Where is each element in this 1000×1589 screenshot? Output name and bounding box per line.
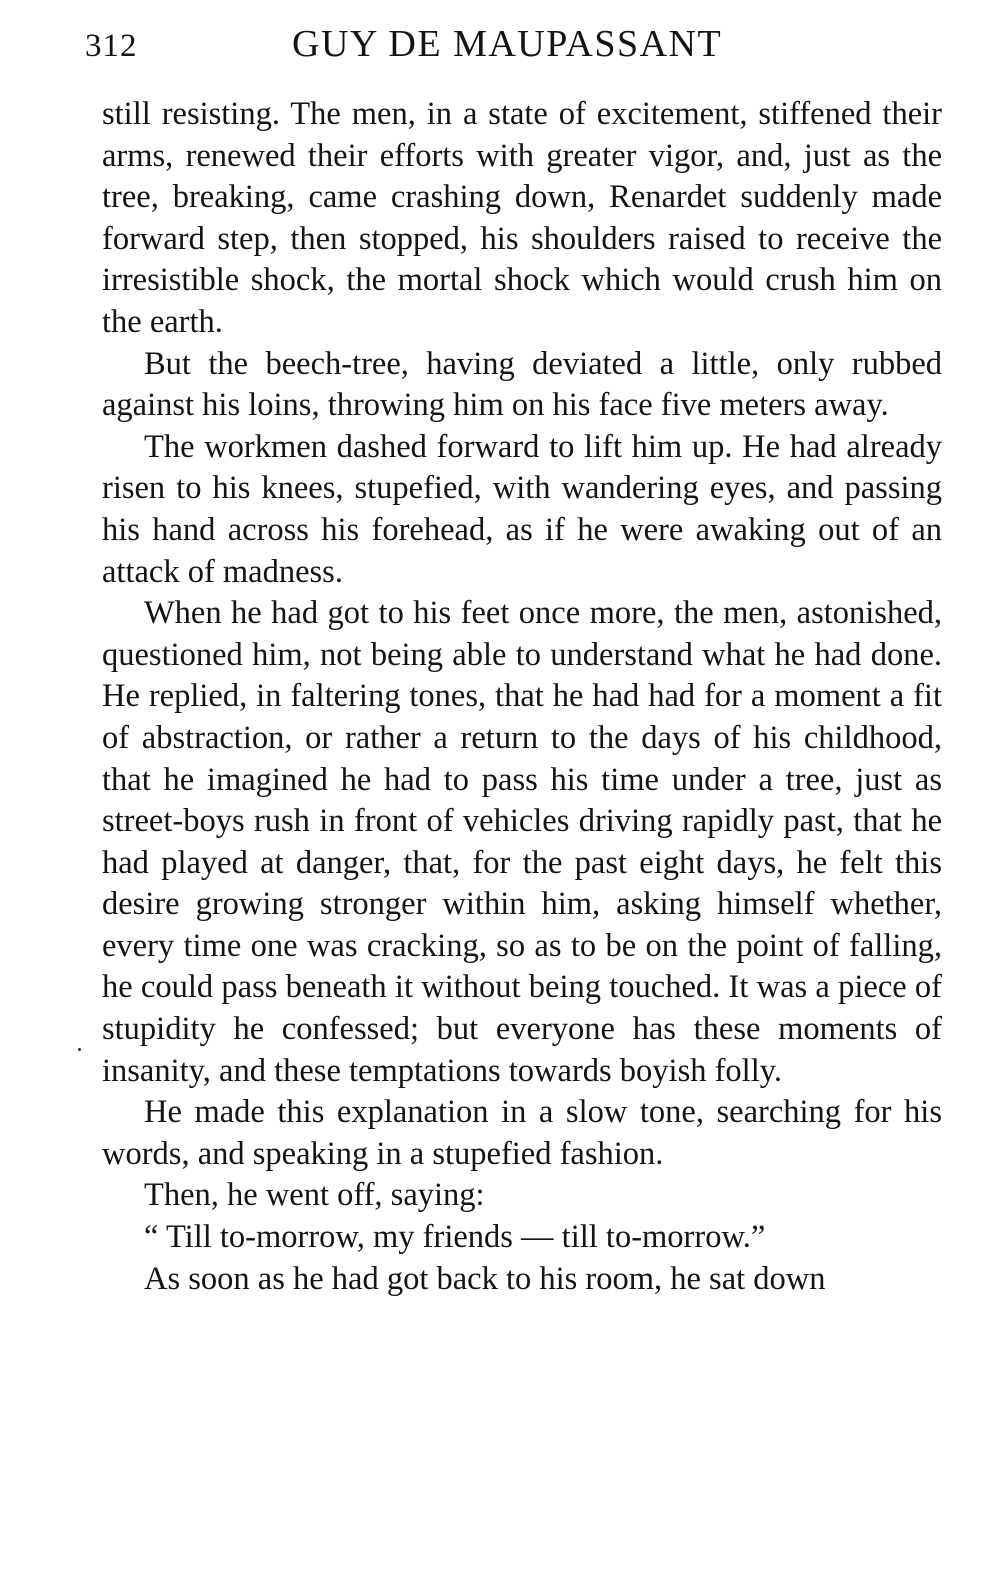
body-text	[102, 94, 942, 1300]
dialogue-line: “ Till to-morrow, my friends — till to-morrow.”	[144, 1219, 766, 1256]
paragraph-continued: still resisting. The men, in a state of excitement, stiffened their arms, renewed their efforts with greater vigor, and, just as the tree, breaking, came crashing down, Renardet suddenly made forward step, then stopped, his shoulders raised to receive the irresistible shock, the mortal shock which would crush him on the earth.	[102, 96, 942, 340]
paragraph: When he had got to his feet once more, the men, astonished, questioned him, not being able to understand what he had done. He replied, in faltering tones, that he had had for a moment a fit of abstraction, or rather a return to the days of his childhood, that he imagined he had to pass his time under a tree, just as street-boys rush in front of vehicles driving rapidly past, that he had played at danger, that, for the past eight days, he felt this desire growing stronger within him, asking himself whether, every time one was cracking, so as to be on the point of falling, he could pass beneath it without being touched. It was a piece of stupidity he confessed; but everyone has these moments of insanity, and these temptations towards boyish folly.	[102, 595, 942, 1089]
running-title: GUY DE MAUPASSANT	[292, 23, 723, 65]
paragraph: But the beech-tree, having deviated a little, only rubbed against his loins, throwing him on his face five meters away.	[102, 345, 942, 424]
paragraph: The workmen dashed forward to lift him up. He had already risen to his knees, stupefied, with wandering eyes, and passing his hand across his forehead, as if he were awaking out of an attack of madness.	[102, 428, 942, 590]
page-number: 312	[85, 28, 138, 64]
paragraph: As soon as he had got back to his room, he sat down	[144, 1260, 826, 1297]
page-header	[80, 22, 950, 72]
margin-speck	[78, 1048, 81, 1051]
paragraph: Then, he went off, saying:	[144, 1177, 485, 1214]
paragraph: He made this explanation in a slow tone, searching for his words, and speaking in a stupefied fashion.	[102, 1094, 942, 1172]
